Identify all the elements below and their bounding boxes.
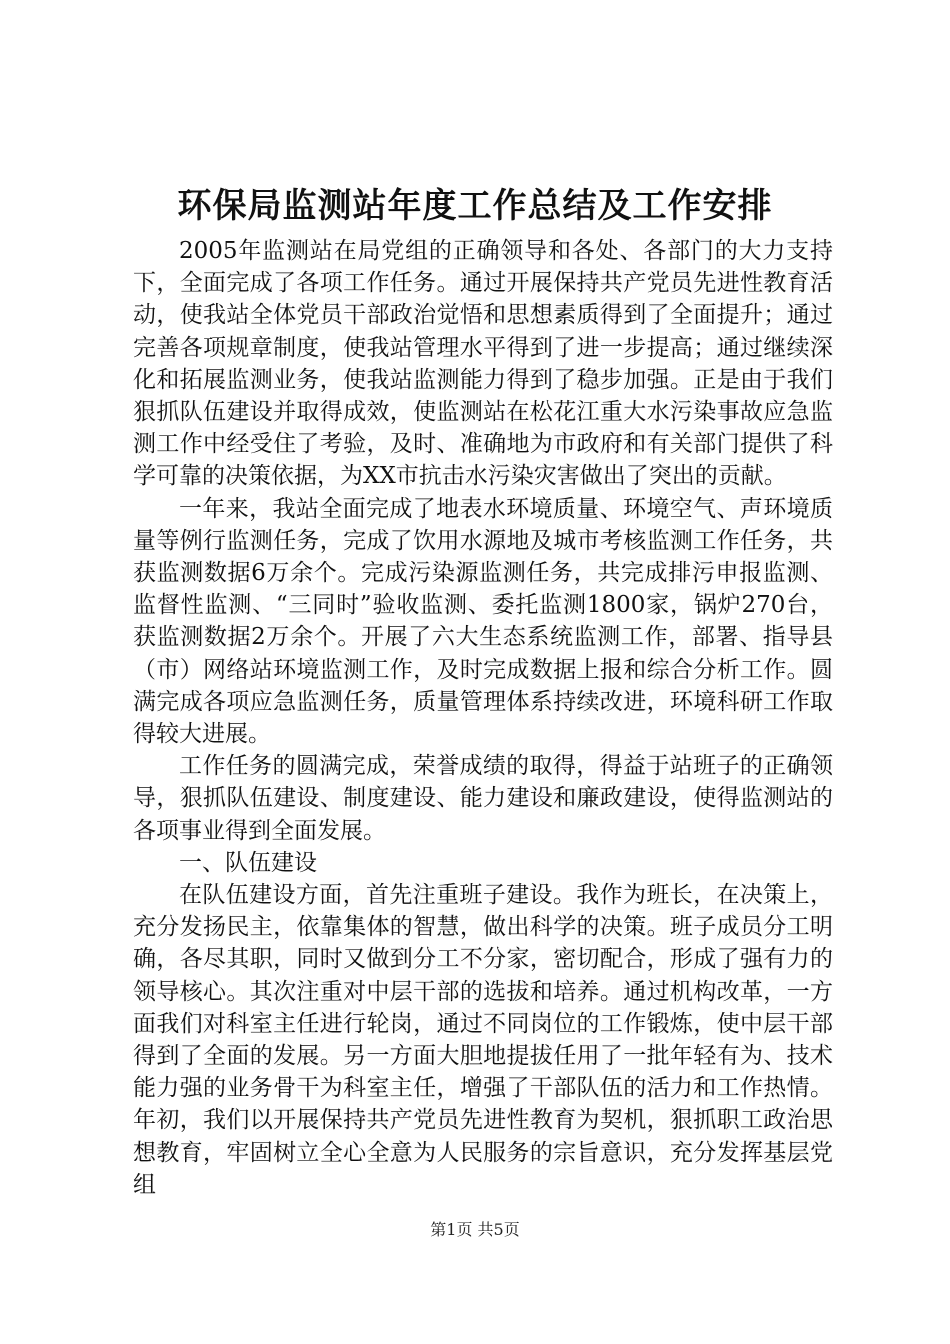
paragraph-annual-work: 一年来，我站全面完成了地表水环境质量、环境空气、声环境质量等例行监测任务，完成了饮用水源地及城市考核监测工作任务，共获监测数据6万余个。完成污染源监测任务，共完成排污申报监测、监督性监测、“三同时”验收监测、委托监测1800家，锅炉270台，获监测数据2万余个。开展了六大生态系统监测工作，部署、指导县（市）网络站环境监测工作，及时完成数据上报和综合分析工作。圆满完成各项应急监测任务，质量管理体系持续改进，环境科研工作取得较大进展。 (133, 495, 833, 748)
document-title: 环保局监测站年度工作总结及工作安排 (177, 186, 773, 226)
document-body (133, 235, 833, 1201)
page-number-label: 第1页 共5页 (430, 1220, 520, 1239)
paragraph-achievements: 工作任务的圆满完成，荣誉成绩的取得，得益于站班子的正确领导，狠抓队伍建设、制度建设、能力建设和廉政建设，使得监测站的各项事业得到全面发展。 (133, 753, 833, 844)
paragraph-intro: 2005年监测站在局党组的正确领导和各处、各部门的大力支持下，全面完成了各项工作任务。通过开展保持共产党员先进性教育活动，使我站全体党员干部政治觉悟和思想素质得到了全面提升；通过完善各项规章制度，使我站管理水平得到了进一步提高；通过继续深化和拓展监测业务，使我站监测能力得到了稳步加强。正是由于我们狠抓队伍建设并取得成效，使监测站在松花江重大水污染事故应急监测工作中经受住了考验，及时、准确地为市政府和有关部门提供了科学可靠的决策依据，为XX市抗击水污染灾害做出了突出的贡献。 (133, 238, 833, 490)
page-footer (0, 1217, 950, 1240)
section-heading-team-building: 一、队伍建设 (179, 849, 317, 876)
paragraph-team-building: 在队伍建设方面，首先注重班子建设。我作为班长，在决策上，充分发扬民主，依靠集体的智慧，做出科学的决策。班子成员分工明确，各尽其职，同时又做到分工不分家，密切配合，形成了强有力的领导核心。其次注重对中层干部的选拔和培养。通过机构改革，一方面我们对科室主任进行轮岗，通过不同岗位的工作锻炼，使中层干部得到了全面的发展。另一方面大胆地提拔任用了一批年轻有为、技术能力强的业务骨干为科室主任，增强了干部队伍的活力和工作热情。年初，我们以开展保持共产党员先进性教育为契机，狠抓职工政治思想教育，牢固树立全心全意为人民服务的宗旨意识，充分发挥基层党组 (133, 882, 833, 1198)
